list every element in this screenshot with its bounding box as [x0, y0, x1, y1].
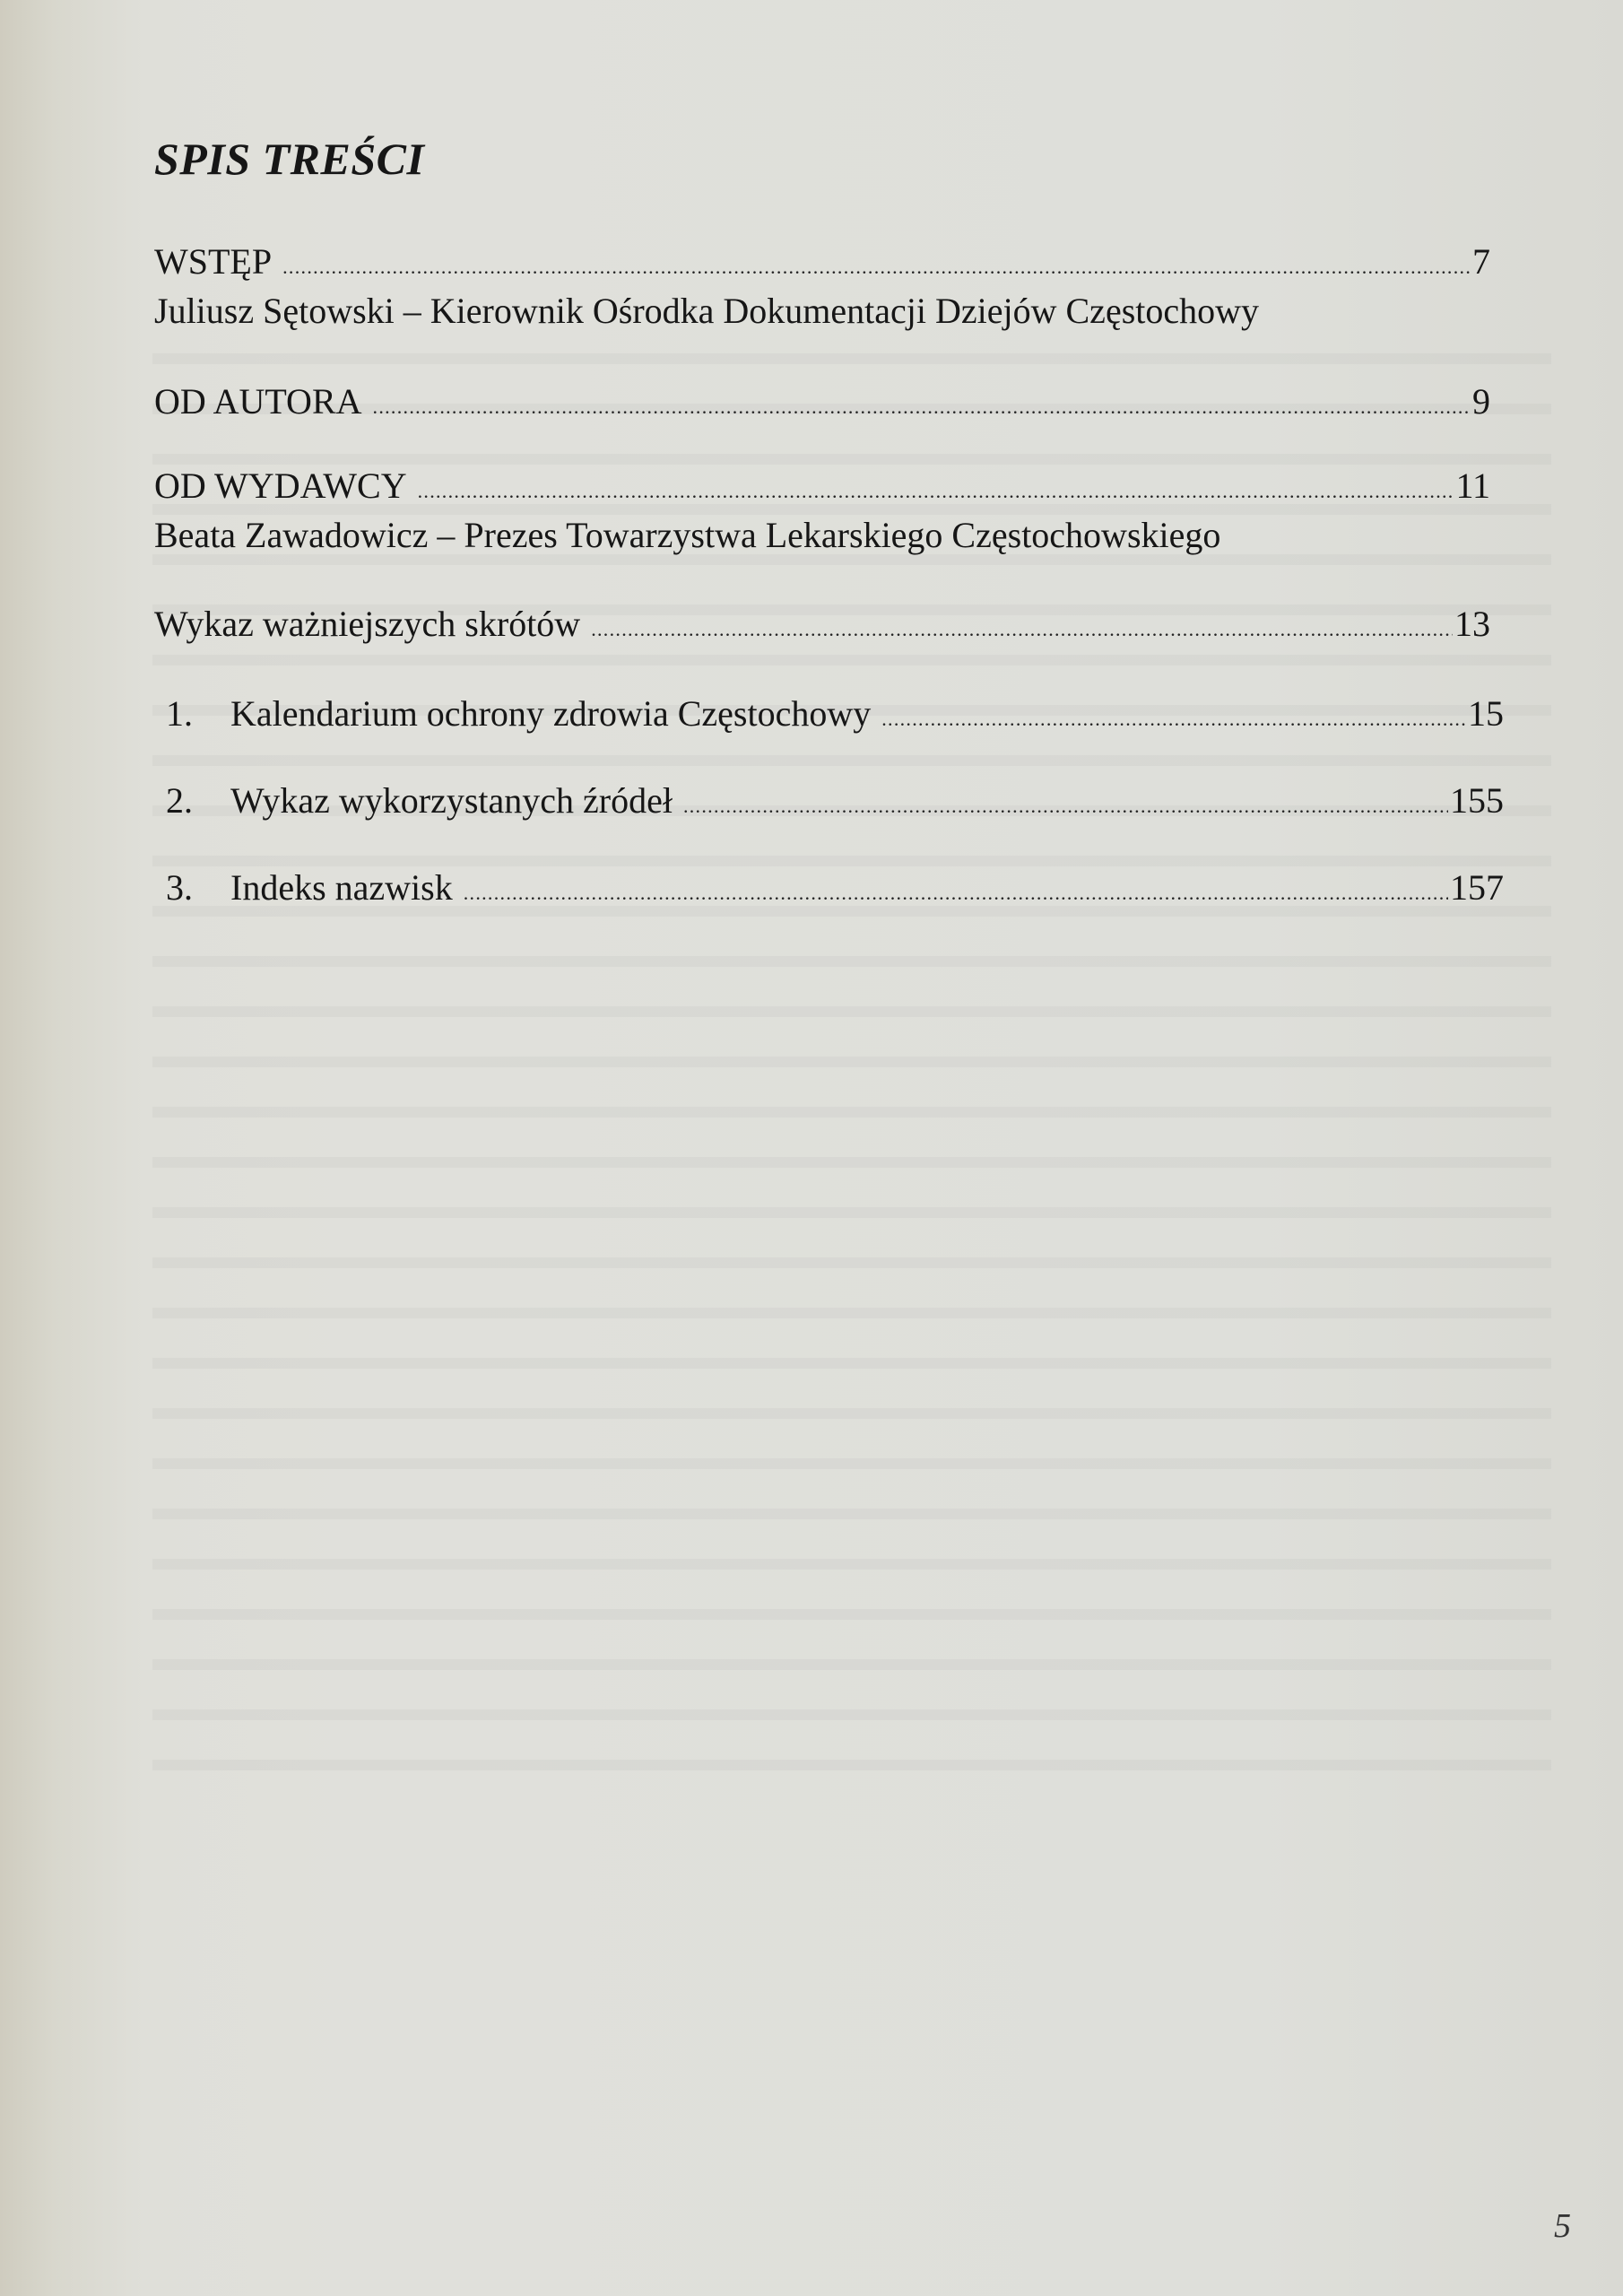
toc-entry-label: WSTĘP: [154, 241, 273, 282]
dot-leader: [373, 397, 1471, 417]
toc-entry-subtitle: Juliusz Sętowski – Kierownik Ośrodka Dokumentacji Dziejów Częstochowy: [154, 291, 1260, 331]
toc-entry-indeks: [166, 867, 1504, 908]
toc-entry-page: 155: [1450, 780, 1504, 821]
toc-entry-page: 157: [1450, 867, 1504, 908]
toc-entry-page: 11: [1455, 465, 1490, 506]
toc-entry-page: 15: [1468, 693, 1504, 734]
dot-leader: [464, 883, 1448, 903]
toc-entry-subtitle: Beata Zawadowicz – Prezes Towarzystwa Lekarskiego Częstochowskiego: [154, 515, 1221, 555]
toc-entry-label: Wykaz wykorzystanych źródeł: [230, 780, 673, 821]
toc-entry-number: 3.: [166, 867, 193, 908]
toc-entry-od-autora: [154, 381, 1490, 422]
toc-entry-label-wrap: [166, 780, 673, 821]
toc-entry-page: 13: [1454, 604, 1490, 644]
toc-entry-zrodla: [166, 780, 1504, 821]
toc-entry-label-wrap: [166, 867, 453, 908]
toc-entry-label: Kalendarium ochrony zdrowia Częstochowy: [230, 693, 872, 734]
toc-entry-label: OD AUTORA: [154, 381, 362, 422]
dot-leader: [282, 257, 1471, 277]
toc-entry-label: Wykaz ważniejszych skrótów: [154, 604, 581, 644]
toc-entry-page: 7: [1472, 241, 1490, 282]
toc-entry-number: 1.: [166, 693, 193, 734]
toc-entry-label: Indeks nazwisk: [230, 867, 453, 908]
toc-entry-skroty: [154, 606, 1490, 642]
page-number: 5: [1554, 2207, 1571, 2245]
toc-entry-page: 9: [1472, 381, 1490, 422]
toc-entry-number: 2.: [166, 780, 193, 821]
dot-leader: [418, 482, 1454, 501]
toc-entry-od-wydawcy: [154, 465, 1490, 506]
page-title: SPIS TREŚCI: [154, 134, 425, 184]
dot-leader: [683, 796, 1448, 816]
toc-entry-label: OD WYDAWCY: [154, 465, 407, 506]
dot-leader: [591, 620, 1453, 639]
toc-entry-label-wrap: [166, 693, 872, 734]
toc-entry-kalendarium: [166, 693, 1504, 734]
toc-entry-wstep: [154, 241, 1490, 282]
dot-leader: [881, 709, 1466, 729]
